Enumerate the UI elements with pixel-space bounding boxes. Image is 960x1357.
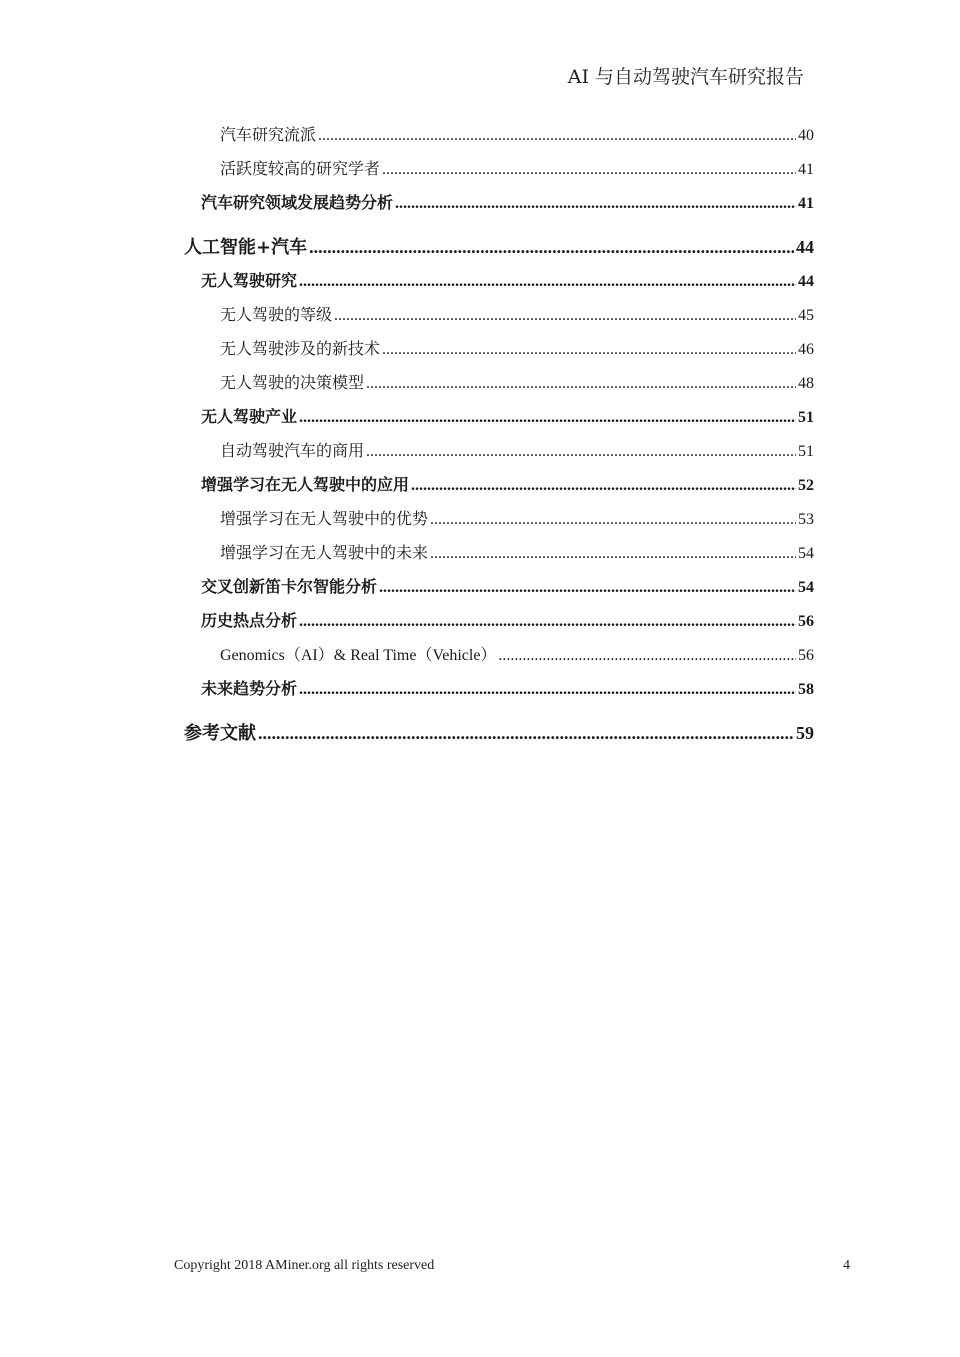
toc-leader-dots xyxy=(318,127,796,145)
toc-entry[interactable] xyxy=(0,404,814,427)
toc-entry-page: 48 xyxy=(798,375,814,392)
toc-entry-page: 54 xyxy=(798,579,814,596)
toc-leader-dots xyxy=(382,161,796,179)
toc-entry[interactable] xyxy=(0,676,814,699)
toc-entry-label: 汽车研究流派 xyxy=(220,125,317,144)
toc-leader-dots xyxy=(382,341,796,359)
toc-entry-page: 59 xyxy=(796,723,814,743)
toc-leader-dots xyxy=(299,613,796,631)
toc-entry-page: 51 xyxy=(798,409,814,426)
toc-entry-label: Genomics（AI）& Real Time（Vehicle） xyxy=(220,647,497,664)
toc-leader-dots xyxy=(258,723,794,744)
toc-entry-label: 活跃度较高的研究学者 xyxy=(220,159,381,178)
toc-entry[interactable] xyxy=(0,122,814,145)
toc-entry-label: 无人驾驶的等级 xyxy=(220,305,333,324)
toc-leader-dots xyxy=(299,409,796,427)
toc-entry-page: 44 xyxy=(798,273,814,290)
toc-entry[interactable] xyxy=(0,370,814,393)
toc-entry-page: 54 xyxy=(798,545,814,562)
toc-entry[interactable] xyxy=(0,506,814,529)
toc-entry-label: 人工智能+汽车 xyxy=(184,237,308,258)
toc-leader-dots xyxy=(366,443,796,461)
toc-entry[interactable] xyxy=(0,336,814,359)
toc-entry[interactable] xyxy=(0,574,814,597)
toc-entry-label: 交叉创新笛卡尔智能分析 xyxy=(201,577,378,596)
toc-leader-dots xyxy=(430,545,796,563)
toc-entry[interactable] xyxy=(0,540,814,563)
toc-entry-page: 56 xyxy=(798,613,814,630)
toc-leader-dots xyxy=(299,681,796,699)
toc-leader-dots xyxy=(379,579,796,597)
toc-entry-label: 历史热点分析 xyxy=(201,611,298,630)
toc-leader-dots xyxy=(395,195,796,213)
toc-entry[interactable] xyxy=(0,233,814,259)
toc-leader-dots xyxy=(498,647,796,665)
toc-entry[interactable] xyxy=(0,156,814,179)
toc-entry-label: 增强学习在无人驾驶中的应用 xyxy=(201,475,410,494)
toc-leader-dots xyxy=(411,477,796,495)
toc-entry-label: 参考文献 xyxy=(184,723,256,744)
toc-entry[interactable] xyxy=(0,642,814,665)
toc-entry-label: 无人驾驶涉及的新技术 xyxy=(220,339,381,358)
toc-entry-page: 53 xyxy=(798,511,814,528)
toc-entry-label: 增强学习在无人驾驶中的未来 xyxy=(220,543,429,562)
toc-entry[interactable] xyxy=(0,268,814,291)
toc-entry-label: 汽车研究领域发展趋势分析 xyxy=(201,193,394,212)
toc-entry-page: 58 xyxy=(798,681,814,698)
toc-entry[interactable] xyxy=(0,472,814,495)
toc-entry-page: 46 xyxy=(798,341,814,358)
toc-entry-page: 45 xyxy=(798,307,814,324)
toc-entry-label: 无人驾驶的决策模型 xyxy=(220,373,365,392)
toc-leader-dots xyxy=(366,375,796,393)
page-header-title: AI 与自动驾驶汽车研究报告 xyxy=(567,66,804,88)
toc-entry-label: 自动驾驶汽车的商用 xyxy=(220,441,365,460)
toc-entry[interactable] xyxy=(0,438,814,461)
toc-entry[interactable] xyxy=(0,608,814,631)
toc-entry-page: 41 xyxy=(798,161,814,178)
toc-entry-label: 无人驾驶研究 xyxy=(201,271,298,290)
toc-leader-dots xyxy=(299,273,796,291)
toc-entry-page: 40 xyxy=(798,127,814,144)
toc-entry-page: 41 xyxy=(798,195,814,212)
toc-entry-page: 52 xyxy=(798,477,814,494)
toc-entry[interactable] xyxy=(0,719,814,745)
toc-leader-dots xyxy=(309,237,794,258)
toc-entry[interactable] xyxy=(0,302,814,325)
toc-entry-page: 44 xyxy=(796,237,814,257)
toc-leader-dots xyxy=(334,307,796,325)
toc-entry-page: 51 xyxy=(798,443,814,460)
toc-entry-label: 未来趋势分析 xyxy=(201,679,298,698)
footer-page-number: 4 xyxy=(843,1258,850,1273)
footer-copyright: Copyright 2018 AMiner.org all rights reserved xyxy=(174,1258,435,1273)
toc-entry-label: 增强学习在无人驾驶中的优势 xyxy=(220,509,429,528)
toc-entry[interactable] xyxy=(0,190,814,213)
toc-entry-label: 无人驾驶产业 xyxy=(201,407,298,426)
toc-entry-page: 56 xyxy=(798,647,814,664)
toc-leader-dots xyxy=(430,511,796,529)
